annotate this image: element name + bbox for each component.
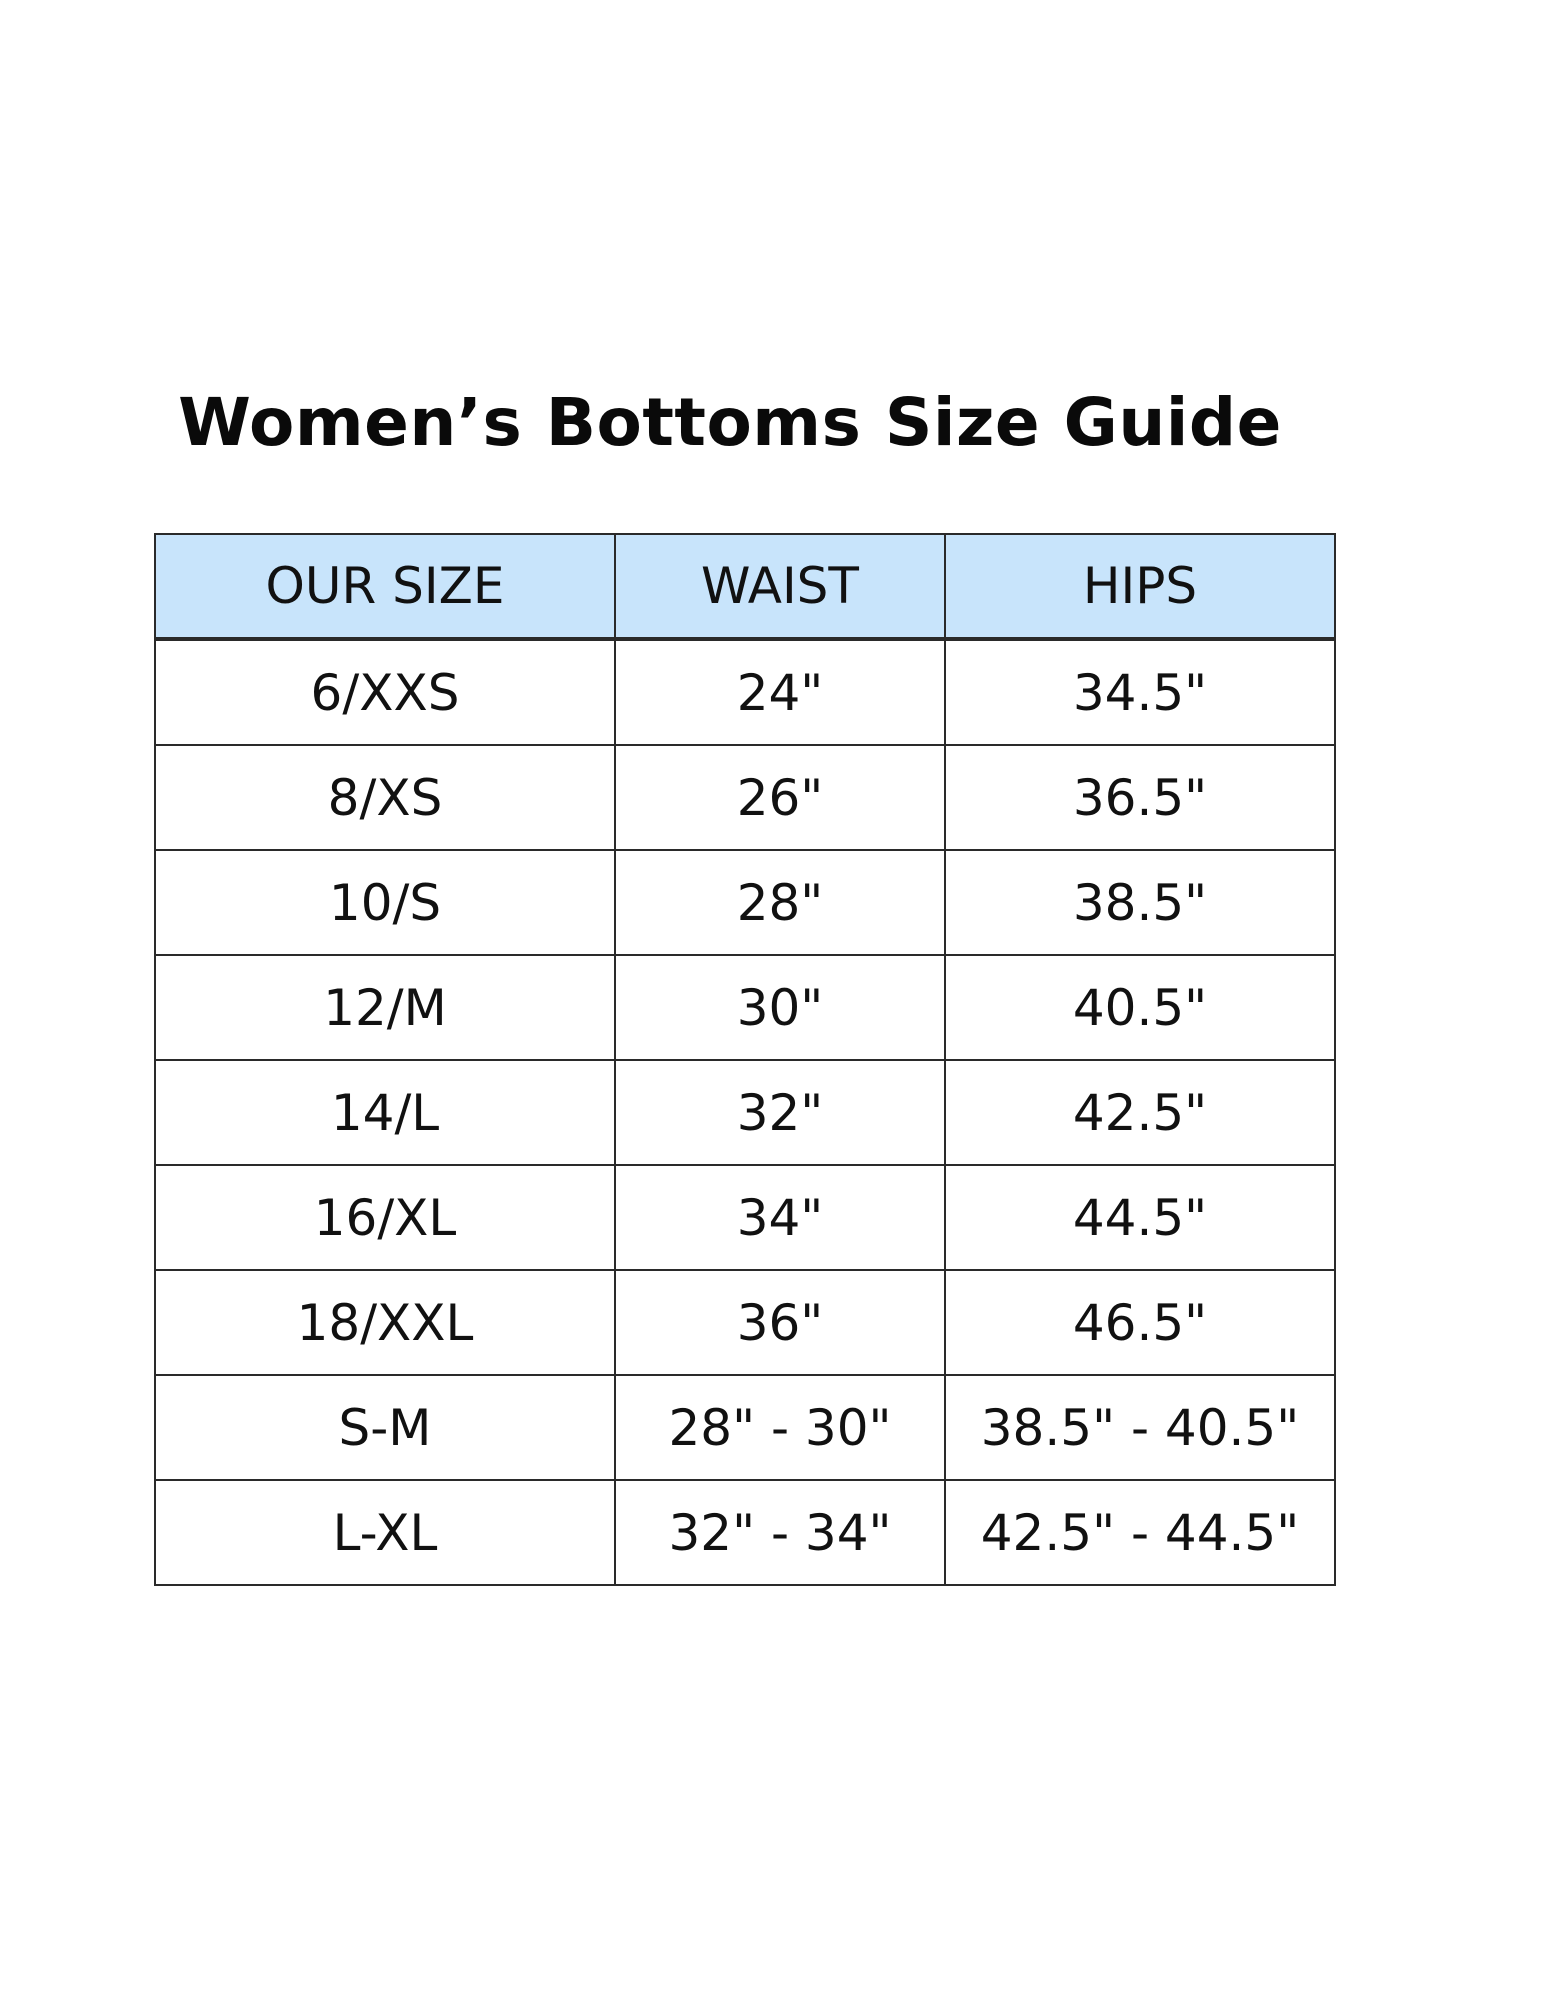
table-row bbox=[155, 850, 1335, 955]
size-guide-table bbox=[154, 533, 1336, 1586]
hips-cell: 42.5" - 44.5" bbox=[945, 1480, 1335, 1585]
hips-cell: 38.5" bbox=[945, 850, 1335, 955]
size-cell: 6/XXS bbox=[155, 639, 615, 745]
size-cell: 14/L bbox=[155, 1060, 615, 1165]
waist-cell: 28" - 30" bbox=[615, 1375, 945, 1480]
hips-cell: 42.5" bbox=[945, 1060, 1335, 1165]
header-our-size: OUR SIZE bbox=[155, 534, 615, 639]
waist-cell: 34" bbox=[615, 1165, 945, 1270]
size-cell: 10/S bbox=[155, 850, 615, 955]
table-row bbox=[155, 1270, 1335, 1375]
waist-cell: 32" - 34" bbox=[615, 1480, 945, 1585]
table-row bbox=[155, 1165, 1335, 1270]
size-cell: 18/XXL bbox=[155, 1270, 615, 1375]
hips-cell: 46.5" bbox=[945, 1270, 1335, 1375]
size-cell: L-XL bbox=[155, 1480, 615, 1585]
size-cell: S-M bbox=[155, 1375, 615, 1480]
hips-cell: 36.5" bbox=[945, 745, 1335, 850]
table-body bbox=[155, 639, 1335, 1585]
hips-cell: 34.5" bbox=[945, 639, 1335, 745]
header-row bbox=[155, 534, 1335, 639]
waist-cell: 32" bbox=[615, 1060, 945, 1165]
table-header bbox=[155, 534, 1335, 639]
table-row bbox=[155, 639, 1335, 745]
hips-cell: 44.5" bbox=[945, 1165, 1335, 1270]
size-cell: 8/XS bbox=[155, 745, 615, 850]
waist-cell: 28" bbox=[615, 850, 945, 955]
table-row bbox=[155, 1375, 1335, 1480]
hips-cell: 38.5" - 40.5" bbox=[945, 1375, 1335, 1480]
size-cell: 12/M bbox=[155, 955, 615, 1060]
waist-cell: 30" bbox=[615, 955, 945, 1060]
table-row bbox=[155, 1060, 1335, 1165]
waist-cell: 24" bbox=[615, 639, 945, 745]
header-waist: WAIST bbox=[615, 534, 945, 639]
table-row bbox=[155, 1480, 1335, 1585]
table-row bbox=[155, 745, 1335, 850]
hips-cell: 40.5" bbox=[945, 955, 1335, 1060]
page-title: Women’s Bottoms Size Guide bbox=[178, 384, 1282, 461]
waist-cell: 26" bbox=[615, 745, 945, 850]
table-row bbox=[155, 955, 1335, 1060]
size-cell: 16/XL bbox=[155, 1165, 615, 1270]
waist-cell: 36" bbox=[615, 1270, 945, 1375]
header-hips: HIPS bbox=[945, 534, 1335, 639]
